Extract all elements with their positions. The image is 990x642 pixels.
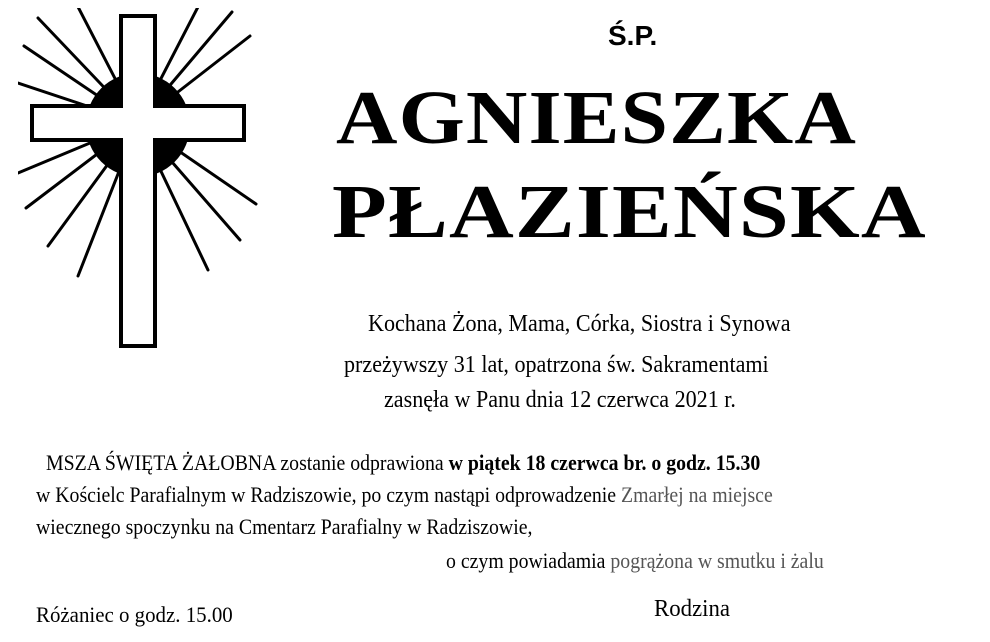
family-signature: Rodzina [654,596,730,622]
notice-faded-text: pogrążona w smutku i żalu [610,548,824,573]
mass-location-text: w Kościelc Parafialnym w Radziszowie, po czym nastąpi odprowadzenie [36,482,622,507]
mass-title: MSZA ŚWIĘTA ŻAŁOBNA [46,450,276,475]
notice-line [446,550,824,572]
mass-datetime: w piątek 18 czerwca br. o godz. 15.30 [448,450,761,475]
cemetery-line: wiecznego spoczynku na Cmentarz Parafialny w Radziszowie, [36,514,533,539]
cross-sunburst-icon [18,8,258,353]
rosary-time: Różaniec o godz. 15.00 [36,602,233,627]
first-name-heading: AGNIESZKA [336,76,857,160]
mass-text: zostanie odprawiona [275,450,449,475]
prefix-label: Ś.P. [608,20,658,51]
mass-location-line [36,484,773,506]
death-date-line: zasnęła w Panu dnia 12 czerwca 2021 r. [384,387,736,413]
mass-announcement-line [46,452,760,474]
mass-location-faded-text: Zmarłej na miejsce [621,482,773,507]
relations-line: Kochana Żona, Mama, Córka, Siostra i Synowa [368,311,791,337]
age-line: przeżywszy 31 lat, opatrzona św. Sakramentami [344,352,769,378]
last-name-heading: PŁAZIEŃSKA [332,170,927,254]
notice-text: o czym powiadamia [446,548,611,573]
